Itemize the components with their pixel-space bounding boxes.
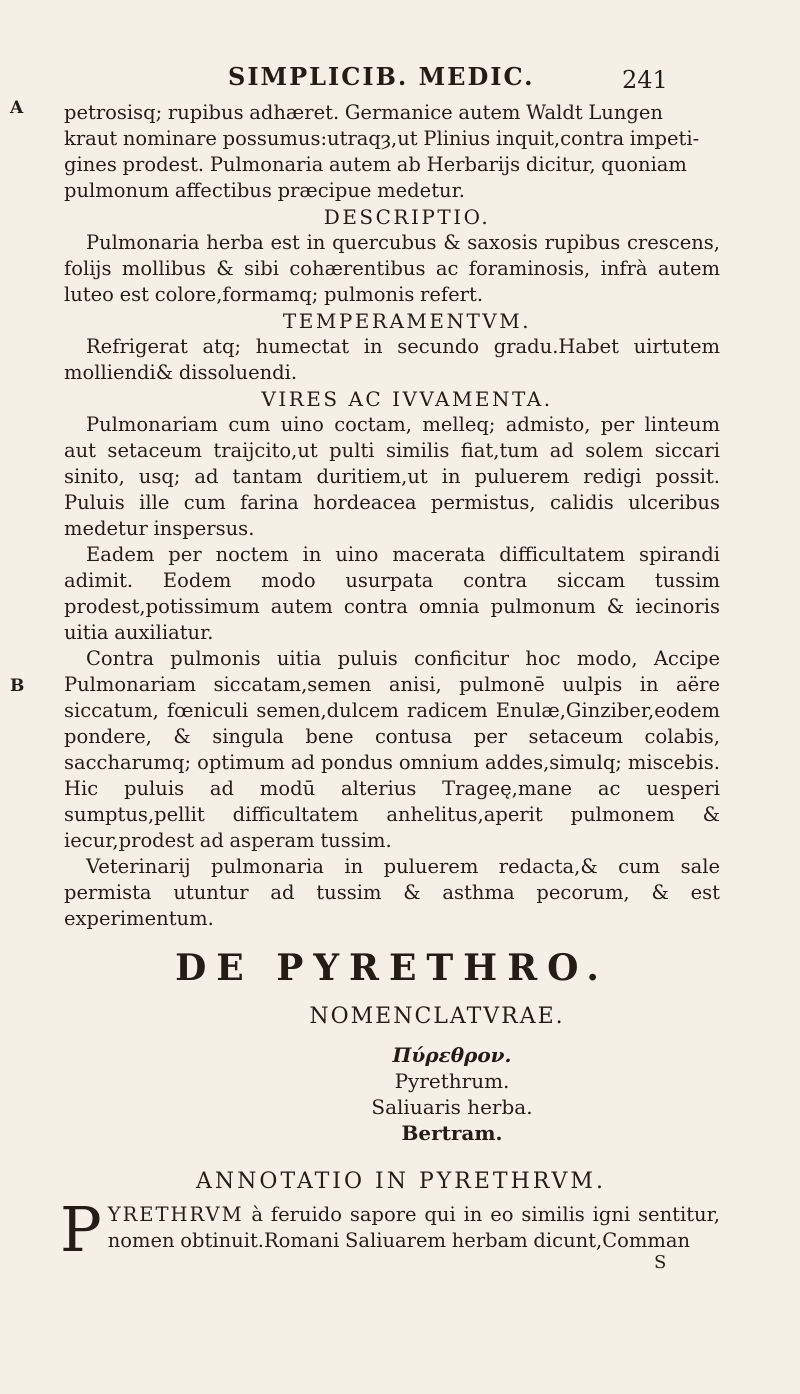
intro-line: gines prodest. Pulmonaria autem ab Herbarijs dicitur, quoniam (64, 153, 687, 176)
main-text (60, 100, 720, 1266)
running-title: SIMPLICIB. MEDIC. (228, 62, 535, 91)
greek-name: Πύρεθρον. (392, 1043, 512, 1067)
pyrethrum-heading: DE PYRETHRO. (175, 947, 609, 989)
margin-letter-b: B (10, 676, 25, 696)
page-number: 241 (622, 66, 668, 94)
annotatio-heading: ANNOTATIO IN PYRETHRVM. (196, 1169, 606, 1194)
descriptio-text: Pulmonaria herba est in quercubus & saxosis rupibus crescens, folijs mollibus & sibi cohærentibus ac foraminosis, infrà autem luteo est colore,formamq; pulmonis refert. (64, 231, 720, 306)
intro-line: kraut nominare possumus:utraqȝ,ut Plinius inquit,contra impeti- (64, 127, 700, 150)
descriptio-heading: DESCRIPTIO. (323, 205, 491, 229)
page-header (0, 62, 800, 92)
annotatio-body: à feruido sapore qui in eo similis igni sentitur, nomen obtinuit.Romani Saliuarem herbam dicunt,Comman (107, 1203, 720, 1252)
vires-paragraph: Contra pulmonis uitia puluis conficitur hoc modo, Accipe Pulmonariam siccatam,semen anisi, pulmonē uulpis in aëre siccatum, fœniculi semen,dulcem radicem Enulæ,Ginziber,eodem pondere, & singula bene contusa per setaceum colabis, saccharumq; optimum ad pondus omnium addes,simulq; miscebis. Hic puluis ad modū alterius Trageę,mane ac uesperi sumptus,pellit difficultatem anhelitus,aperit pulmonem & iecur,prodest ad asperam tussim. (64, 647, 720, 852)
latin-name: Saliuaris herba. (371, 1095, 533, 1119)
vires-paragraph: Pulmonariam cum uino coctam, melleq; admisto, per linteum aut setaceum traijcito,ut pulti similis fiat,tum ad solem siccari sinito, usq; ad tantam duritiem,ut in puluerem redigi possit. Puluis ille cum farina hordeacea permistus, calidis ulceribus medetur inspersus. (64, 413, 720, 540)
catchword: S (654, 1252, 667, 1273)
drop-cap: P (60, 1193, 102, 1266)
vires-heading: VIRES AC IVVAMENTA. (261, 387, 553, 411)
nomenclatura-heading: NOMENCLATVRAE. (309, 1004, 565, 1029)
nomenclature-list (64, 1042, 720, 1146)
annotatio-text (60, 1193, 720, 1266)
temperamentum-heading: TEMPERAMENTVM. (282, 309, 532, 333)
vires-paragraph: Eadem per noctem in uino macerata difficultatem spirandi adimit. Eodem modo usurpata contra siccam tussim prodest,potissimum autem contra omnia pulmonum & iecinoris uitia auxiliatur. (64, 543, 720, 644)
intro-line: pulmonum affectibus præcipue medetur. (64, 179, 465, 202)
latin-name: Pyrethrum. (394, 1069, 510, 1093)
temperamentum-text: Refrigerat atq; humectat in secundo gradu.Habet uirtutem molliendi& dissoluendi. (64, 335, 720, 384)
vires-paragraph: Veterinarij pulmonaria in puluerem redacta,& cum sale permista utuntur ad tussim & asthma pecorum, & est experimentum. (64, 855, 720, 930)
margin-letter-a: A (10, 98, 24, 118)
cap-word: YRETHRVM (107, 1203, 244, 1226)
intro-line: petrosisq; rupibus adhæret. Germanice autem Waldt Lungen (64, 101, 663, 124)
german-name: Bertram. (401, 1121, 503, 1145)
